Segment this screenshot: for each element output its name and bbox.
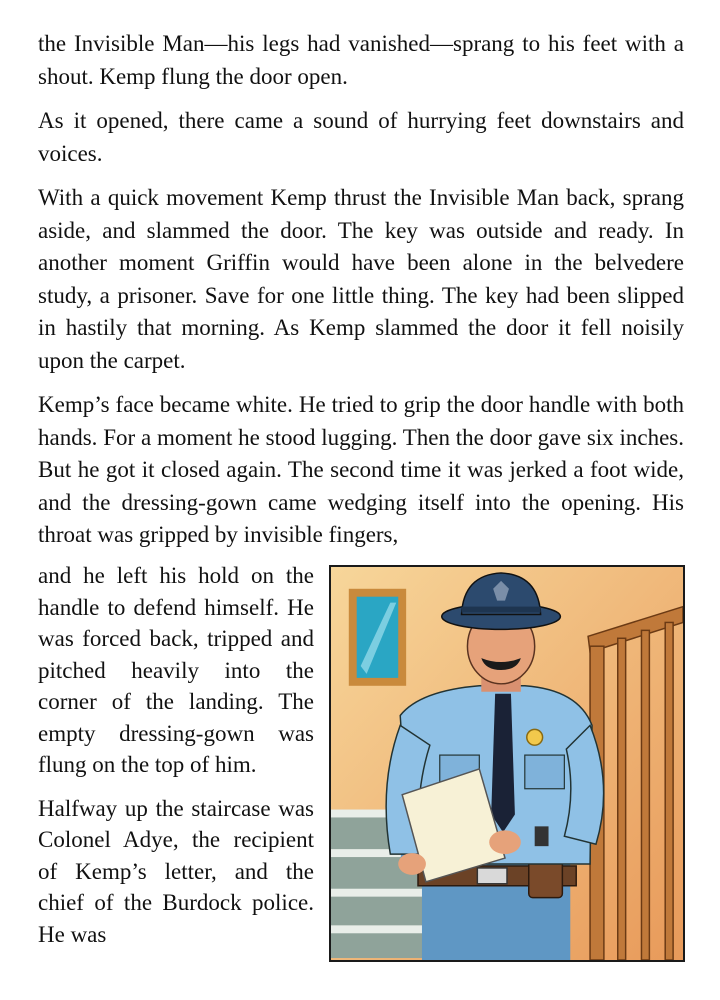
paragraph-3: With a quick movement Kemp thrust the Invisible Man back, sprang aside, and slammed the door. The key was outside and ready. In another moment Griffin would have been alone in the belvedere study, a prisoner. Save for one little thing. The key had been slipped in hastily that morning. As Kemp slammed the door it fell noisily upon the carpet.: [38, 185, 684, 373]
illustration-police-officer: [329, 565, 685, 962]
paragraph-4: Kemp’s face became white. He tried to grip the door handle with both hands. For a moment he stood lugging. Then the door gave six inches. But he got it closed again. The second time it was jerked a foot wide, and the dressing-gown came wedging itself into the opening. His throat was gripped by invisible fingers,: [38, 392, 684, 547]
officer-illustration-svg: [331, 567, 683, 960]
paragraph-2: As it opened, there came a sound of hurrying feet downstairs and voices.: [38, 108, 684, 166]
paragraph-1: the Invisible Man—his legs had vanished—sprang to his feet with a shout. Kemp flung the door open.: [38, 31, 684, 89]
paragraph-5: and he left his hold on the handle to defend himself. He was forced back, tripped and pitched heavily into the corner of the landing. The empty dressing-gown was flung on the top of him.: [38, 563, 314, 777]
text-block-wrapped: [38, 560, 314, 962]
text-block-top: [38, 28, 684, 564]
paragraph-6: Halfway up the staircase was Colonel Adye, the recipient of Kemp’s letter, and the chief of the Burdock police. He was: [38, 795, 314, 947]
